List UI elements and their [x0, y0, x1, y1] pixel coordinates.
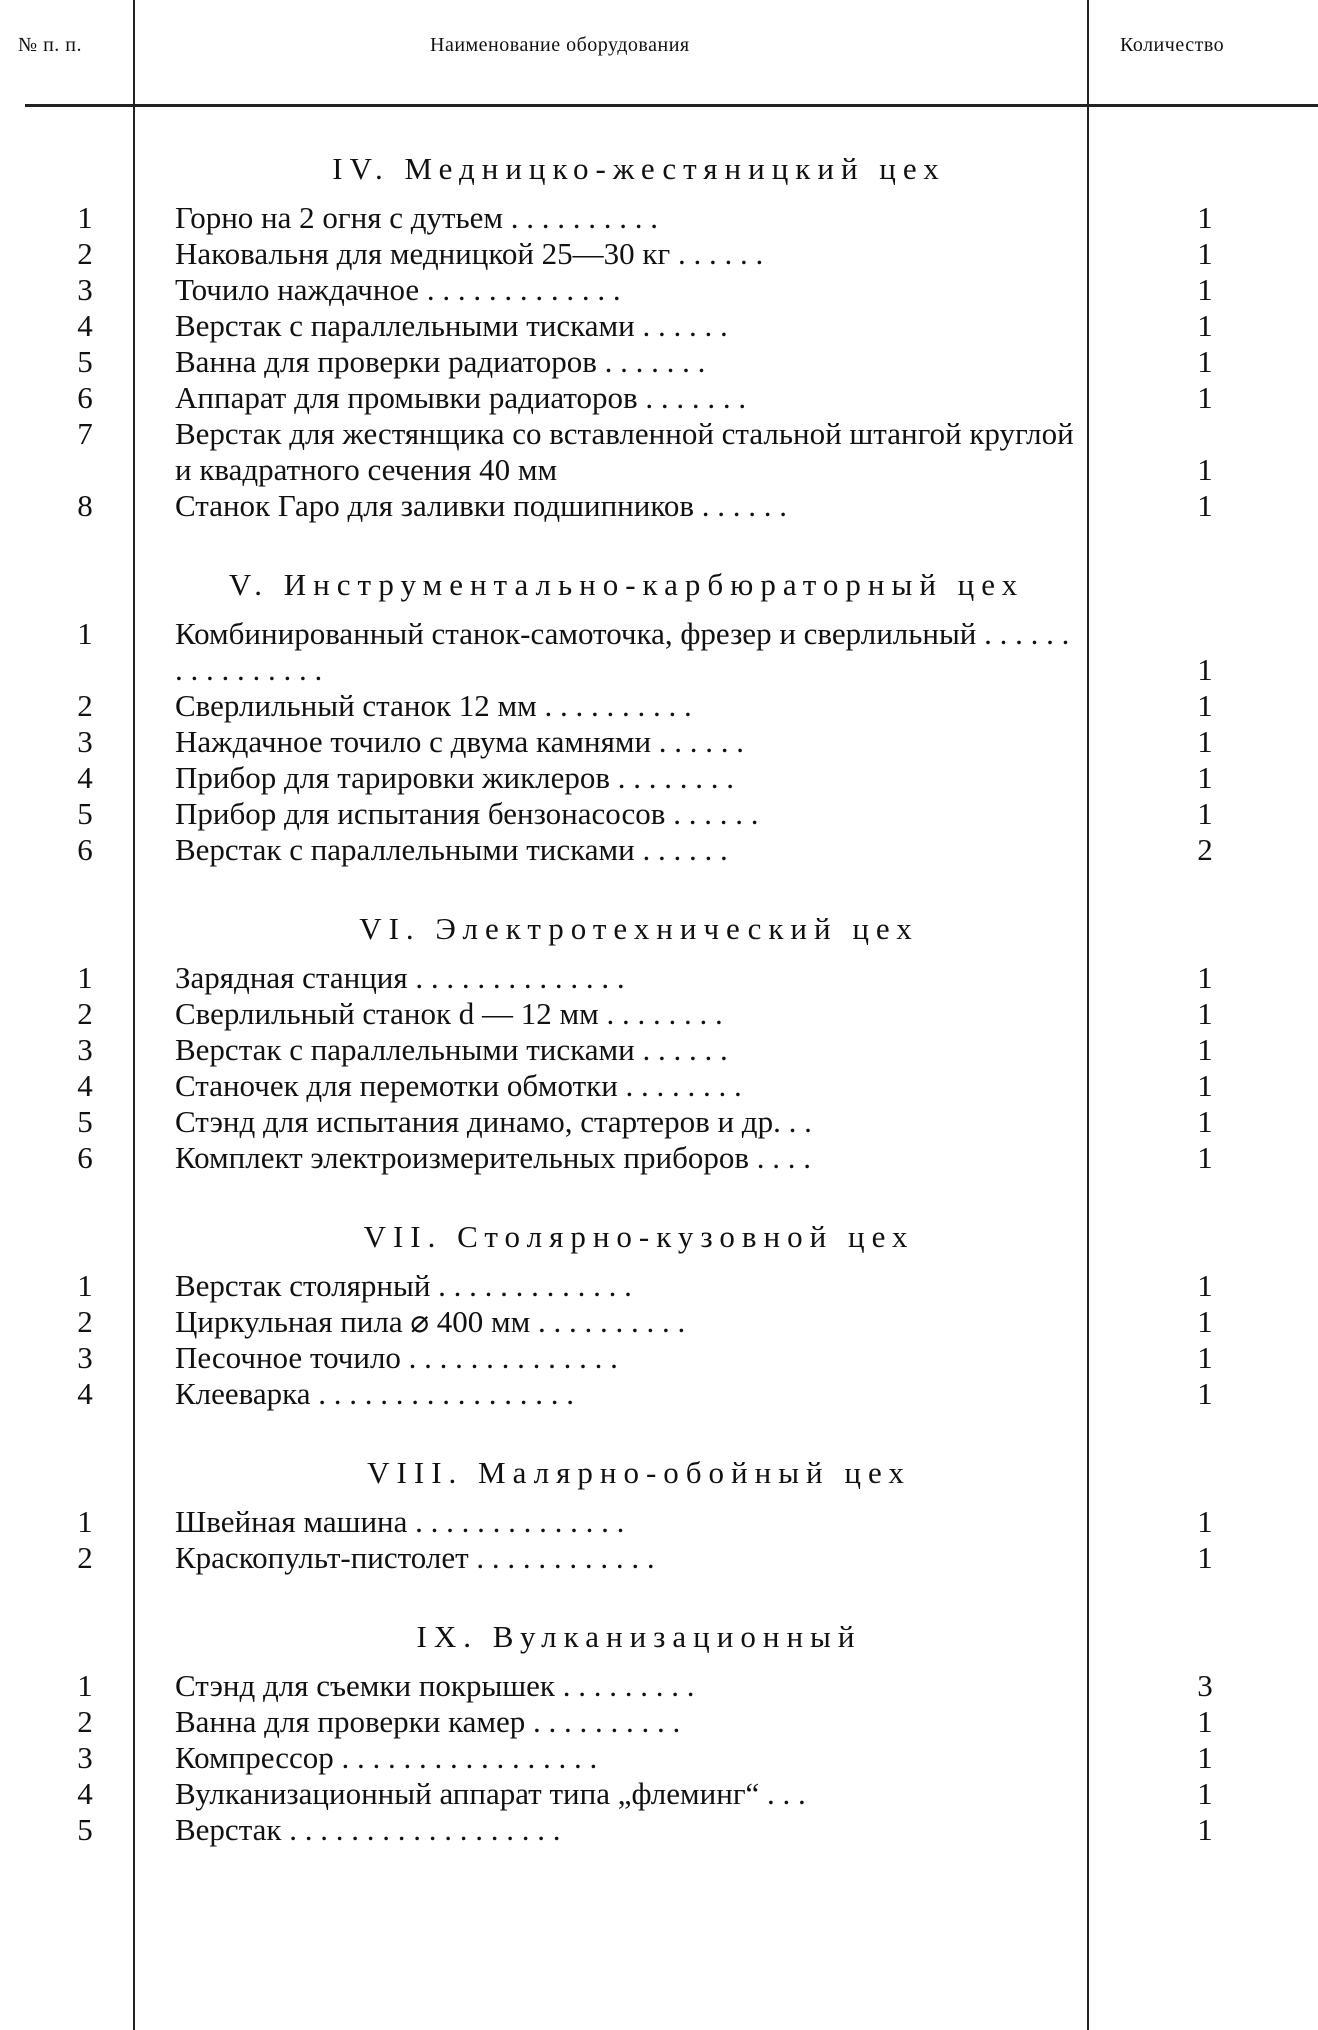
equipment-name: Верстак столярный . . . . . . . . . . . . .	[175, 1268, 632, 1303]
row-number: 7	[77, 416, 93, 451]
equipment-name: Станок Гаро для заливки подшипников . . . . . .	[175, 488, 787, 523]
table-row	[0, 1540, 1318, 1576]
equipment-name: Стэнд для испытания динамо, стартеров и др. . .	[175, 1104, 812, 1139]
row-number: 4	[77, 308, 93, 343]
equipment-quantity: 1	[1197, 996, 1213, 1031]
equipment-quantity: 1	[1197, 1776, 1213, 1811]
table-row	[0, 344, 1318, 380]
row-number: 1	[77, 1268, 93, 1303]
table-row	[0, 960, 1318, 996]
equipment-quantity: 1	[1197, 1104, 1213, 1139]
section-gap	[0, 1412, 1318, 1454]
header-rule	[25, 104, 1318, 107]
table-row	[0, 308, 1318, 344]
table-row	[0, 1704, 1318, 1740]
equipment-name: Точило наждачное . . . . . . . . . . . . .	[175, 272, 621, 307]
equipment-quantity: 1	[1197, 652, 1213, 687]
section	[0, 1454, 1318, 1576]
equipment-quantity: 1	[1197, 796, 1213, 831]
row-number: 3	[77, 1340, 93, 1375]
equipment-name: Компрессор . . . . . . . . . . . . . . . . .	[175, 1740, 598, 1775]
equipment-quantity: 1	[1197, 1540, 1213, 1575]
header-number: № п. п.	[18, 34, 82, 56]
equipment-quantity: 1	[1197, 1304, 1213, 1339]
equipment-name: Вулканизационный аппарат типа „флеминг“ . . .	[175, 1776, 806, 1811]
equipment-quantity: 1	[1197, 272, 1213, 307]
equipment-name: Наждачное точило с двума камнями . . . . . .	[175, 724, 745, 759]
table-row	[0, 488, 1318, 524]
equipment-name: Верстак с параллельными тисками . . . . . .	[175, 832, 728, 867]
equipment-quantity: 1	[1197, 1268, 1213, 1303]
equipment-quantity: 1	[1197, 1704, 1213, 1739]
row-number: 1	[77, 200, 93, 235]
section	[0, 910, 1318, 1176]
equipment-name: Зарядная станция . . . . . . . . . . . . . .	[175, 960, 625, 995]
table-row	[0, 616, 1318, 688]
row-number: 1	[77, 616, 93, 651]
equipment-quantity: 1	[1197, 1032, 1213, 1067]
table-row	[0, 380, 1318, 416]
equipment-name: Циркульная пила ⌀ 400 мм . . . . . . . . . .	[175, 1304, 686, 1339]
row-number: 6	[77, 380, 93, 415]
row-number: 2	[77, 236, 93, 271]
section-title: V. Инструментально-карбюраторный цех	[228, 567, 1025, 602]
row-number: 2	[77, 688, 93, 723]
table-row	[0, 1068, 1318, 1104]
row-number: 4	[77, 760, 93, 795]
equipment-name: Прибор для испытания бензонасосов . . . . . .	[175, 796, 759, 831]
equipment-name: Верстак с параллельными тисками . . . . . .	[175, 308, 728, 343]
row-number: 5	[77, 1104, 93, 1139]
equipment-name: Клееварка . . . . . . . . . . . . . . . . .	[175, 1376, 575, 1411]
section	[0, 1218, 1318, 1412]
equipment-name: Сверлильный станок 12 мм . . . . . . . . . .	[175, 688, 692, 723]
table-row	[0, 996, 1318, 1032]
equipment-name: Горно на 2 огня с дутьем . . . . . . . . . .	[175, 200, 659, 235]
row-number: 6	[77, 1140, 93, 1175]
equipment-name: Швейная машина . . . . . . . . . . . . . .	[175, 1504, 625, 1539]
table-row	[0, 1376, 1318, 1412]
row-number: 4	[77, 1376, 93, 1411]
table-row	[0, 1668, 1318, 1704]
equipment-quantity: 2	[1197, 832, 1213, 867]
row-number: 6	[77, 832, 93, 867]
table-row	[0, 688, 1318, 724]
equipment-name: Станочек для перемотки обмотки . . . . . . . .	[175, 1068, 742, 1103]
table-row	[0, 832, 1318, 868]
row-number: 3	[77, 1032, 93, 1067]
row-number: 2	[77, 1540, 93, 1575]
table-row	[0, 1140, 1318, 1176]
equipment-name: Комплект электроизмерительных приборов . . . .	[175, 1140, 812, 1175]
equipment-name: Ванна для проверки радиаторов . . . . . . .	[175, 344, 706, 379]
row-number: 5	[77, 344, 93, 379]
equipment-quantity: 1	[1197, 1740, 1213, 1775]
table-row	[0, 724, 1318, 760]
equipment-quantity: 1	[1197, 760, 1213, 795]
equipment-name: Краскопульт-пистолет . . . . . . . . . . . .	[175, 1540, 655, 1575]
equipment-quantity: 1	[1197, 308, 1213, 343]
row-number: 2	[77, 1304, 93, 1339]
section-gap	[0, 1576, 1318, 1618]
table-row	[0, 1104, 1318, 1140]
header-equipment-name: Наименование оборудования	[430, 34, 690, 56]
equipment-quantity: 1	[1197, 1340, 1213, 1375]
equipment-quantity: 3	[1197, 1668, 1213, 1703]
table-row	[0, 1268, 1318, 1304]
table-row	[0, 236, 1318, 272]
equipment-quantity: 1	[1197, 960, 1213, 995]
header-quantity: Количество	[1120, 34, 1225, 56]
table-row	[0, 200, 1318, 236]
equipment-name: Верстак с параллельными тисками . . . . . .	[175, 1032, 728, 1067]
equipment-quantity: 1	[1197, 1812, 1213, 1847]
section-gap	[0, 868, 1318, 910]
table-row	[0, 1304, 1318, 1340]
equipment-name: Верстак . . . . . . . . . . . . . . . . . .	[175, 1812, 561, 1847]
equipment-quantity: 1	[1197, 1068, 1213, 1103]
equipment-quantity: 1	[1197, 488, 1213, 523]
table-row	[0, 272, 1318, 308]
equipment-name: Ванна для проверки камер . . . . . . . . . .	[175, 1704, 681, 1739]
section-title: VII. Столярно-кузовной цех	[363, 1219, 915, 1254]
equipment-quantity: 1	[1197, 1376, 1213, 1411]
row-number: 3	[77, 724, 93, 759]
section-title: IV. Медницко-жестяницкий цех	[332, 151, 946, 186]
section-title: IX. Вулканизационный	[416, 1619, 862, 1654]
row-number: 1	[77, 960, 93, 995]
equipment-name: Наковальня для медницкой 25—30 кг . . . . . .	[175, 236, 764, 271]
table-row	[0, 1504, 1318, 1540]
equipment-name: Прибор для тарировки жиклеров . . . . . . . .	[175, 760, 734, 795]
table-row	[0, 1812, 1318, 1848]
row-number: 5	[77, 796, 93, 831]
row-number: 2	[77, 996, 93, 1031]
table-row	[0, 1032, 1318, 1068]
section	[0, 566, 1318, 868]
equipment-quantity: 1	[1197, 452, 1213, 487]
section-gap	[0, 1176, 1318, 1218]
equipment-quantity: 1	[1197, 200, 1213, 235]
equipment-quantity: 1	[1197, 236, 1213, 271]
section-title: VIII. Малярно-обойный цех	[367, 1455, 911, 1490]
row-number: 1	[77, 1668, 93, 1703]
section-title: VI. Электротехнический цех	[359, 911, 919, 946]
equipment-quantity: 1	[1197, 344, 1213, 379]
equipment-name: Песочное точило . . . . . . . . . . . . . .	[175, 1340, 618, 1375]
section	[0, 150, 1318, 524]
equipment-quantity: 1	[1197, 380, 1213, 415]
equipment-quantity: 1	[1197, 1140, 1213, 1175]
row-number: 8	[77, 488, 93, 523]
equipment-name: Комбинированный станок-самоточка, фрезер и сверлильный . . . . . . . . . . . . . . . .	[175, 616, 1070, 687]
table-row	[0, 760, 1318, 796]
row-number: 4	[77, 1068, 93, 1103]
equipment-quantity: 1	[1197, 688, 1213, 723]
row-number: 5	[77, 1812, 93, 1847]
sections-container	[0, 150, 1318, 1848]
equipment-name: Аппарат для промывки радиаторов . . . . . . .	[175, 380, 747, 415]
equipment-name: Верстак для жестянщика со вставленной стальной штангой круглой и квадратного сечения 40 мм	[175, 416, 1074, 487]
row-number: 1	[77, 1504, 93, 1539]
row-number: 3	[77, 272, 93, 307]
row-number: 3	[77, 1740, 93, 1775]
section-gap	[0, 524, 1318, 566]
table-row	[0, 1740, 1318, 1776]
table-row	[0, 416, 1318, 488]
row-number: 4	[77, 1776, 93, 1811]
table-row	[0, 1776, 1318, 1812]
equipment-name: Сверлильный станок d — 12 мм . . . . . . . .	[175, 996, 723, 1031]
row-number: 2	[77, 1704, 93, 1739]
table-row	[0, 796, 1318, 832]
equipment-name: Стэнд для съемки покрышек . . . . . . . . .	[175, 1668, 695, 1703]
equipment-quantity: 1	[1197, 1504, 1213, 1539]
table-row	[0, 1340, 1318, 1376]
equipment-quantity: 1	[1197, 724, 1213, 759]
section	[0, 1618, 1318, 1848]
